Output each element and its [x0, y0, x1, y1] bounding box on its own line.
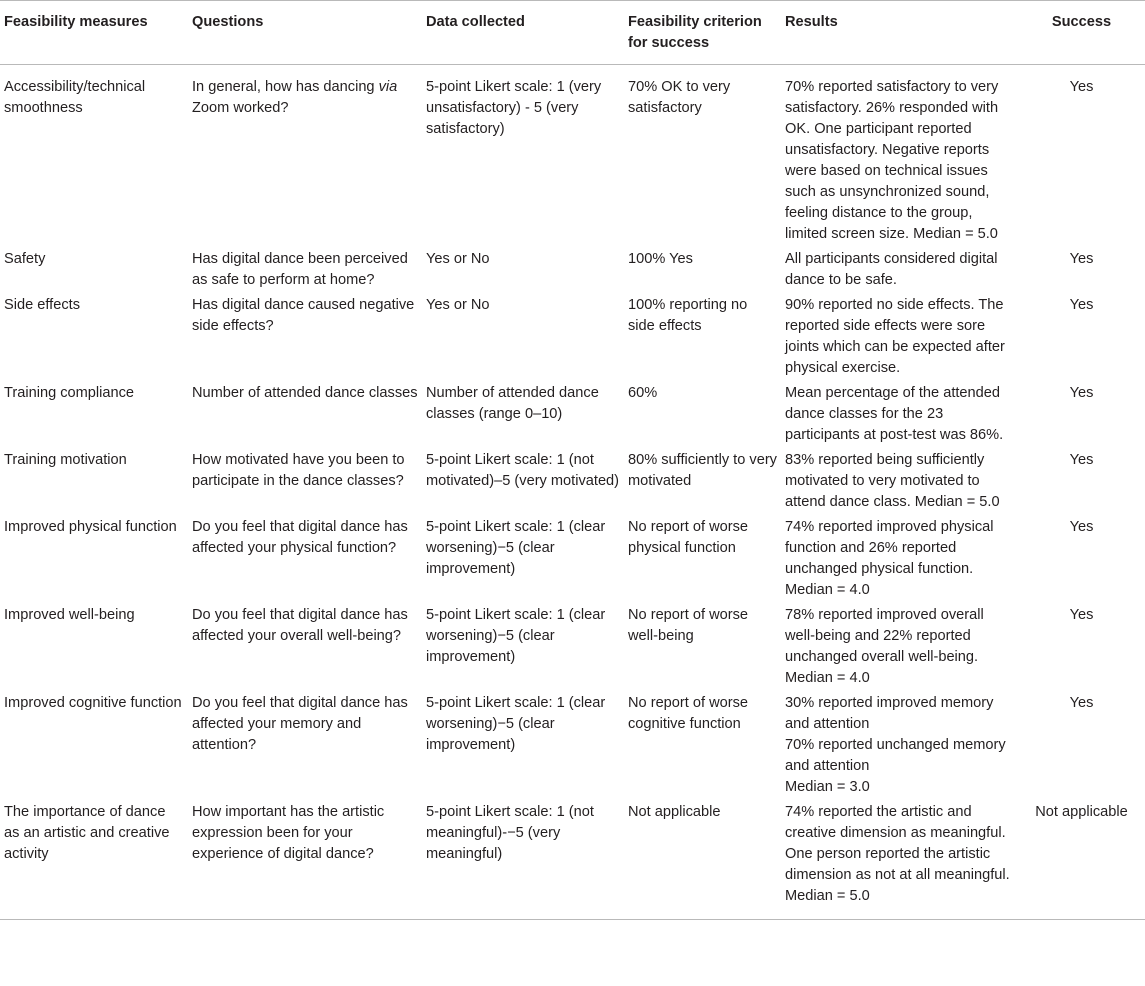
cell-measure: Training motivation	[4, 452, 127, 468]
cell-measure: The importance of dance as an artistic and creative activity	[4, 804, 170, 862]
cell-success: Yes	[1069, 695, 1094, 711]
cell-success: Yes	[1069, 79, 1094, 95]
cell-question: In general, how has dancing via Zoom worked?	[192, 79, 398, 116]
header-data-collected: Data collected	[426, 14, 525, 30]
cell-success: Yes	[1069, 607, 1094, 623]
cell-criterion: 80% sufficiently to very motivated	[628, 452, 777, 489]
table-row	[0, 517, 1145, 605]
cell-criterion: No report of worse physical function	[628, 519, 749, 556]
cell-criterion: 100% Yes	[628, 251, 693, 267]
cell-question: Do you feel that digital dance has affected your overall well-being?	[192, 607, 408, 644]
cell-data: 5-point Likert scale: 1 (clear worsening)−5 (clear improvement)	[426, 695, 606, 753]
header-questions: Questions	[192, 14, 264, 30]
cell-question: Number of attended dance classes	[192, 385, 418, 401]
cell-results: 70% reported satisfactory to very satisfactory. 26% responded with OK. One participant reported unsatisfactory. Negative reports were based on technical issues such as unsynchronized sound, feeling distance to the group, limited screen size. Median = 5.0	[785, 79, 999, 242]
cell-measure: Safety	[4, 251, 46, 267]
cell-data: Yes or No	[426, 251, 490, 267]
cell-question: Has digital dance been perceived as safe to perform at home?	[192, 251, 408, 288]
cell-question: Do you feel that digital dance has affected your memory and attention?	[192, 695, 408, 753]
cell-measure: Accessibility/technical smoothness	[4, 79, 146, 116]
cell-success: Yes	[1069, 297, 1094, 313]
cell-success: Not applicable	[1035, 804, 1128, 820]
cell-results: All participants considered digital dance to be safe.	[785, 251, 998, 288]
table-row	[0, 249, 1145, 295]
cell-success: Yes	[1069, 519, 1094, 535]
header-criterion: Feasibility criterion for success	[628, 14, 762, 51]
cell-measure: Improved cognitive function	[4, 695, 182, 711]
cell-measure: Side effects	[4, 297, 80, 313]
table-row	[0, 605, 1145, 693]
table-row	[0, 802, 1145, 920]
cell-data: 5-point Likert scale: 1 (very unsatisfactory) - 5 (very satisfactory)	[426, 79, 602, 137]
cell-results: 74% reported the artistic and creative dimension as meaningful. One person reported the artistic dimension as not at all meaningful. Median = 5.0	[785, 804, 1010, 904]
table-row	[0, 65, 1145, 250]
header-row	[0, 1, 1145, 65]
cell-success: Yes	[1069, 385, 1094, 401]
cell-criterion: No report of worse cognitive function	[628, 695, 749, 732]
cell-results: 90% reported no side effects. The reported side effects were sore joints which can be expected after physical exercise.	[785, 297, 1005, 376]
header-success: Success	[1051, 14, 1112, 30]
table-row	[0, 383, 1145, 450]
cell-measure: Improved physical function	[4, 519, 177, 535]
cell-criterion: 70% OK to very satisfactory	[628, 79, 731, 116]
cell-measure: Improved well-being	[4, 607, 135, 623]
cell-criterion: 60%	[628, 385, 658, 401]
header-feasibility-measures: Feasibility measures	[4, 14, 148, 30]
cell-question: Has digital dance caused negative side effects?	[192, 297, 415, 334]
cell-question: Do you feel that digital dance has affected your physical function?	[192, 519, 408, 556]
table-row	[0, 693, 1145, 802]
cell-results: 78% reported improved overall well-being and 22% reported unchanged overall well-being. Median = 4.0	[785, 607, 984, 686]
cell-data: 5-point Likert scale: 1 (clear worsening)−5 (clear improvement)	[426, 607, 606, 665]
cell-data: Yes or No	[426, 297, 490, 313]
cell-results: 83% reported being sufficiently motivated to very motivated to attend dance class. Median = 5.0	[785, 452, 1000, 510]
cell-data: 5-point Likert scale: 1 (not motivated)–5 (very motivated)	[426, 452, 620, 489]
cell-success: Yes	[1069, 452, 1094, 468]
cell-question: How important has the artistic expression been for your experience of digital dance?	[192, 804, 385, 862]
cell-measure: Training compliance	[4, 385, 135, 401]
cell-criterion: 100% reporting no side effects	[628, 297, 748, 334]
cell-results: 30% reported improved memory and attention 70% reported unchanged memory and attention Median = 3.0	[785, 695, 1006, 795]
cell-criterion: Not applicable	[628, 804, 721, 820]
cell-criterion: No report of worse well-being	[628, 607, 749, 644]
table-row	[0, 450, 1145, 517]
cell-success: Yes	[1069, 251, 1094, 267]
header-results: Results	[785, 14, 838, 30]
table-row	[0, 295, 1145, 383]
cell-data: Number of attended dance classes (range 0–10)	[426, 385, 599, 422]
cell-data: 5-point Likert scale: 1 (clear worsening)−5 (clear improvement)	[426, 519, 606, 577]
cell-results: 74% reported improved physical function and 26% reported unchanged physical function. Median = 4.0	[785, 519, 994, 598]
cell-question: How motivated have you been to participate in the dance classes?	[192, 452, 405, 489]
cell-results: Mean percentage of the attended dance classes for the 23 participants at post-test was 86%.	[785, 385, 1004, 443]
cell-data: 5-point Likert scale: 1 (not meaningful)-−5 (very meaningful)	[426, 804, 594, 862]
